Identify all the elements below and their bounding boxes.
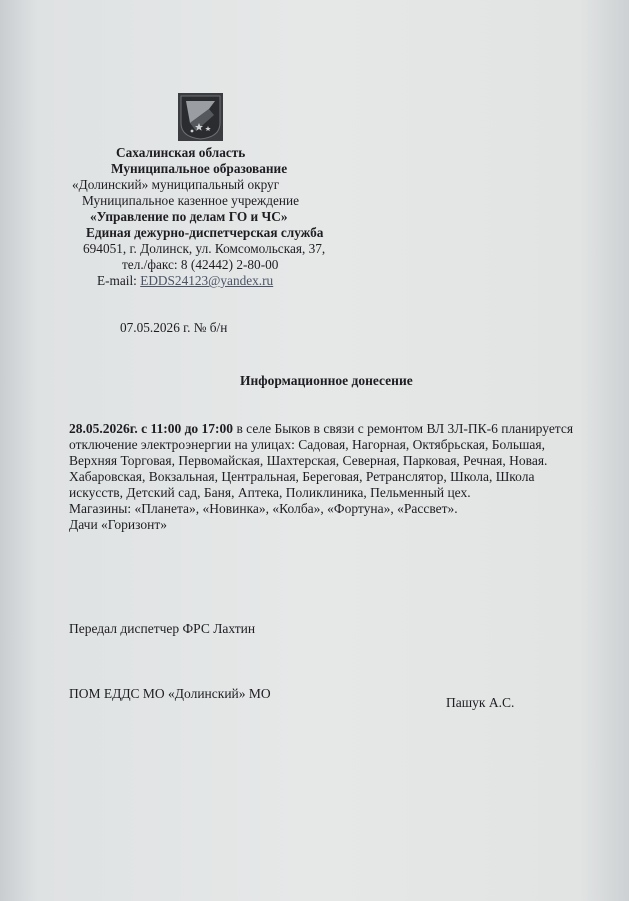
email-line [97,273,273,289]
service-name: Единая дежурно-диспетчерская служба [86,225,324,240]
signer-name: Пашук А.С. [446,695,515,710]
document-title: Информационное донесение [240,373,413,388]
coat-of-arms-icon [178,93,223,141]
signer-position: ПОМ ЕДДС МО «Долинский» МО [69,686,271,701]
phone: тел./факс: 8 (42442) 2-80-00 [122,257,279,272]
shops-line: Магазины: «Планета», «Новинка», «Колба», «Фортуна», «Рассвет». [69,501,458,516]
document-body [69,421,591,533]
email-link[interactable]: EDDS24123@yandex.ru [140,273,274,288]
institution-type: Муниципальное казенное учреждение [82,193,300,208]
district-name: «Долинский» муниципальный округ [72,177,280,192]
email-label: E-mail: [97,273,141,288]
document-date: 07.05.2026 г. № б/н [120,320,228,335]
outage-datetime: 28.05.2026г. с 11:00 до 17:00 [69,421,234,436]
agency-name: «Управление по делам ГО и ЧС» [90,209,288,224]
municipal-formation: Муниципальное образование [111,161,288,176]
outage-paragraph [69,421,591,501]
outage-details: в селе Быков в связи с ремонтом ВЛ 3Л-ПК-6 планируется отключение электроэнергии на улицах: Садовая, Нагорная, Октябрьская, Большая, Верхняя Торговая, Первомайская, Шахтерская, Северная, Парковая, Речная, Новая. Хабаровская, Вокзальная, Центральная, Береговая, Ретранслятор, Школа, Школа искусств, Детский сад, Баня, Аптека, Поликлиника, Пельменный цех. [69,421,574,500]
sent-by: Передал диспетчер ФРС Лахтин [69,621,256,636]
dachas-line: Дачи «Горизонт» [69,517,168,532]
region-name: Сахалинская область [116,145,246,160]
address: 694051, г. Долинск, ул. Комсомольская, 37, [83,241,326,256]
